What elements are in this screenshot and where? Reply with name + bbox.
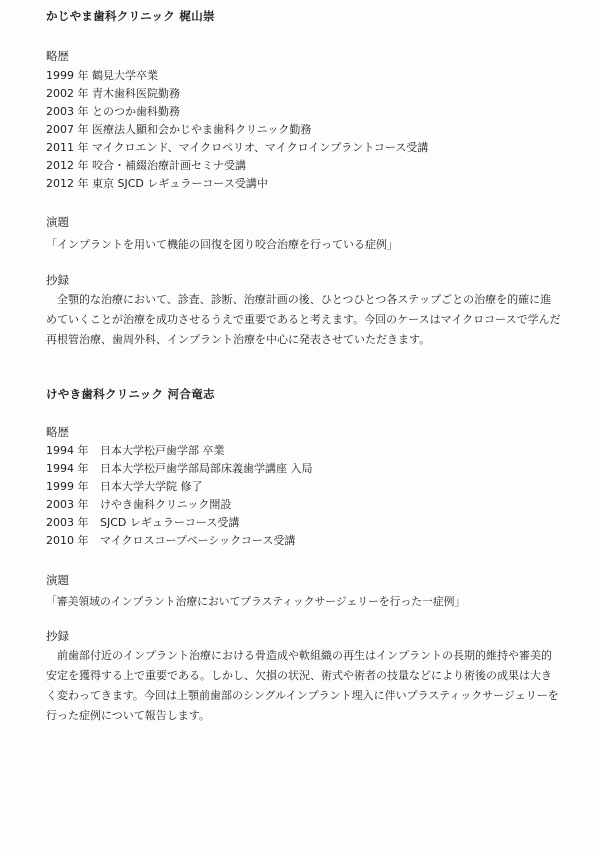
history-text: 鶴見大学卒業: [92, 69, 158, 82]
abstract-text: 前歯部付近のインプラント治療における骨造成や軟組織の再生はインプラントの長期的維持や審美的安定を獲得する上で重要である。しかし、欠損の状況、術式や術者の技量などにより術後の成果は大きく変わってきます。今回は上顎前歯部のシングルインプラント埋入に伴いプラスティックサージェリーを行った症例について報告します。: [46, 649, 559, 722]
history-year: 1994 年: [46, 462, 89, 475]
history-year: 1994 年: [46, 444, 89, 457]
history-text: SJCD レギュラーコース受講: [100, 516, 240, 529]
history-year: 2002 年: [46, 87, 89, 100]
history-row: [46, 175, 428, 193]
history-row: [46, 139, 428, 157]
history-row: [46, 442, 313, 460]
history-year: 2012 年: [46, 177, 89, 190]
history-text: 日本大学松戸歯学部局部床義歯学講座 入局: [100, 462, 313, 475]
history-year: 2003 年: [46, 105, 89, 118]
history-text: 日本大学大学院 修了: [100, 480, 203, 493]
history-row: [46, 460, 313, 478]
history-year: 1999 年: [46, 69, 89, 82]
history-row: [46, 67, 428, 85]
history-year: 2010 年: [46, 534, 89, 547]
history-text: 咬合・補綴治療計画セミナ受講: [92, 159, 246, 172]
history-row: [46, 121, 428, 139]
history-row: [46, 103, 428, 121]
presenter-title: けやき歯科クリニック 河合竜志: [46, 387, 215, 401]
history-text: マイクロスコープベーシックコース受講: [100, 534, 296, 547]
history-text: とのつか歯科勤務: [92, 105, 180, 118]
history-text: マイクロエンド、マイクロペリオ、マイクロインプラントコース受講: [92, 141, 429, 154]
history-year: 2003 年: [46, 498, 89, 511]
history-row: [46, 514, 313, 532]
history-row: [46, 496, 313, 514]
history-text: 日本大学松戸歯学部 卒業: [100, 444, 225, 457]
history-year: 2003 年: [46, 516, 89, 529]
abstract-heading: 抄録: [46, 629, 69, 643]
history-row: [46, 532, 313, 550]
history-text: 青木歯科医院勤務: [92, 87, 180, 100]
presenter-title: かじやま歯科クリニック 梶山崇: [46, 9, 215, 23]
topic-text: 「審美領域のインプラント治療においてプラスティックサージェリーを行った一症例」: [46, 595, 466, 608]
history-row: [46, 478, 313, 496]
history-text: 医療法人顯和会かじやま歯科クリニック勤務: [92, 123, 312, 136]
history-year: 1999 年: [46, 480, 89, 493]
history-year: 2007 年: [46, 123, 89, 136]
abstract-heading: 抄録: [46, 273, 69, 287]
abstract-text: 全顎的な治療において、診査、診断、治療計画の後、ひとつひとつ各ステップごとの治療を的確に進めていくことが治療を成功させるうえで重要であると考えます。今回のケースはマイクロコースで学んだ再根管治療、歯周外科、インプラント治療を中心に発表させていただきます。: [46, 293, 561, 346]
history-year: 2012 年: [46, 159, 89, 172]
history-row: [46, 157, 428, 175]
history-text: けやき歯科クリニック開設: [100, 498, 232, 511]
history-year: 2011 年: [46, 141, 89, 154]
history-list: [46, 67, 428, 193]
topic-heading: 演題: [46, 573, 69, 587]
topic-heading: 演題: [46, 215, 69, 229]
history-list: [46, 442, 313, 550]
history-heading: 略歴: [46, 425, 69, 439]
history-row: [46, 85, 428, 103]
topic-text: 「インプラントを用いて機能の回復を図り咬合治療を行っている症例」: [46, 238, 398, 251]
history-text: 東京 SJCD レギュラーコース受講中: [92, 177, 268, 190]
history-heading: 略歴: [46, 49, 69, 63]
